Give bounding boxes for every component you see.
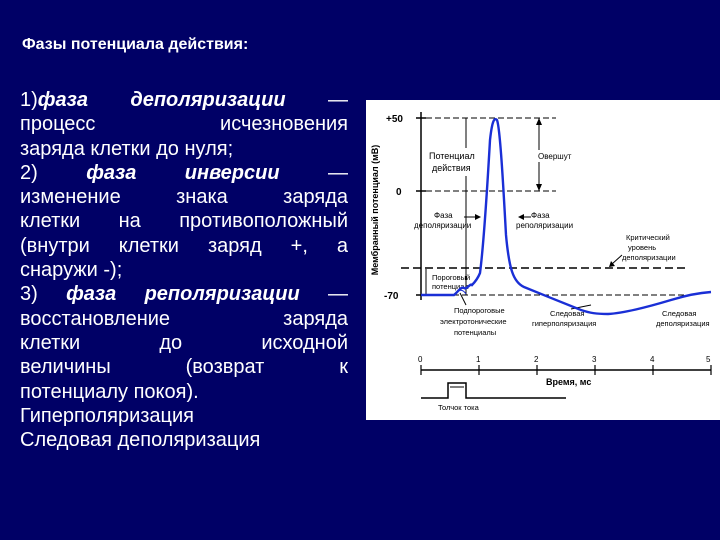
body-text-span: 1): [20, 89, 38, 111]
body-text: [20, 88, 348, 452]
trace-hyper-label-line2: гиперполяризация: [532, 319, 597, 328]
body-line: [20, 331, 348, 355]
body-text-span: —: [279, 161, 349, 184]
depolarization-label-line2: деполяризации: [414, 221, 472, 230]
x-tick-label-2: 2: [534, 355, 539, 364]
body-text-span: —: [285, 89, 348, 111]
subthreshold-label-line1: Подпороговые: [454, 306, 505, 315]
x-tick-label-4: 4: [650, 355, 655, 364]
body-text-span: 2): [20, 161, 87, 184]
trace-depol-label-line1: Следовая: [662, 309, 697, 318]
ap-label-line2: действия: [432, 163, 471, 173]
body-text-span: (внутри клетки заряд +, а: [20, 234, 348, 257]
critical-arrow: [612, 255, 622, 264]
stimulus-pulse: [421, 383, 566, 398]
critical-label-line1: Критический: [626, 233, 670, 242]
trace-hyper-label-line1: Следовая: [550, 309, 585, 318]
body-text-span: снаружи -);: [20, 259, 123, 282]
body-line: [20, 307, 348, 331]
phase-term: фаза инверсии: [86, 161, 280, 184]
body-line: [20, 112, 348, 136]
x-tick-label-5: 5: [706, 355, 711, 364]
subthreshold-label-line2: электротонические: [440, 317, 507, 326]
body-line: [20, 428, 348, 452]
slide-title: Фазы потенциала действия:: [22, 36, 249, 53]
x-tick-label-1: 1: [476, 355, 481, 364]
body-line: [20, 88, 348, 112]
subthreshold-label-line3: потенциалы: [454, 328, 497, 337]
body-line: [20, 355, 348, 379]
x-axis-label: Время, мс: [546, 377, 592, 387]
phase-term: фаза деполяризации: [37, 89, 286, 111]
y-axis-label: Мембранный потенциал (мВ): [370, 144, 380, 276]
critical-label-line2: уровень: [628, 243, 657, 252]
body-text-span: восстановление заряда: [20, 307, 348, 330]
body-text-span: клетки до исходной: [20, 331, 348, 354]
body-text-span: изменение знака заряда: [20, 186, 348, 209]
depolarization-label-line1: Фаза: [434, 211, 453, 220]
repolarization-arrowhead: [518, 214, 524, 220]
body-text-span: клетки на противоположный: [20, 210, 348, 233]
threshold-label-line1: Пороговый: [432, 273, 471, 282]
repolarization-label-line2: реполяризации: [516, 221, 574, 230]
ap-label-line1: Потенциал: [429, 151, 475, 161]
stimulus-label: Толчок тока: [438, 403, 479, 412]
threshold-label-line2: потенциал: [432, 282, 469, 291]
overshoot-label: Овершут: [538, 152, 572, 161]
action-potential-figure: [366, 100, 720, 420]
repolarization-label-line1: Фаза: [531, 211, 550, 220]
y-tick-label-0: 0: [396, 187, 402, 198]
depolarization-arrowhead: [475, 214, 481, 220]
x-tick-label-0: 0: [418, 355, 423, 364]
x-tick-label-3: 3: [592, 355, 597, 364]
overshoot-arrow-top: [536, 118, 542, 125]
body-text-span: потенциалу покоя).: [20, 380, 199, 403]
overshoot-arrow-bottom: [536, 184, 542, 191]
body-text-span: Следовая деполяризация: [20, 429, 261, 452]
body-text-span: процесс исчезновения: [20, 113, 348, 136]
body-line: [20, 137, 348, 161]
body-line: [20, 282, 348, 306]
body-line: [20, 404, 348, 428]
body-line: [20, 234, 348, 258]
phase-term: фаза реполяризации: [66, 283, 300, 306]
critical-label-line3: деполяризации: [622, 253, 676, 262]
y-tick-label-70: -70: [384, 291, 399, 302]
action-potential-diagram: [366, 100, 720, 420]
body-line: [20, 380, 348, 404]
body-text-span: Гиперполяризация: [20, 404, 195, 427]
body-line: [20, 185, 348, 209]
body-line: [20, 161, 348, 185]
body-text-span: заряда клетки до нуля;: [20, 137, 234, 160]
trace-depol-label-line2: деполяризация: [656, 319, 710, 328]
y-tick-label-50: +50: [386, 114, 403, 125]
body-line: [20, 258, 348, 282]
body-text-span: 3): [20, 283, 67, 306]
body-text-span: величины (возврат к: [20, 356, 348, 379]
body-text-span: —: [299, 283, 349, 306]
body-line: [20, 209, 348, 233]
